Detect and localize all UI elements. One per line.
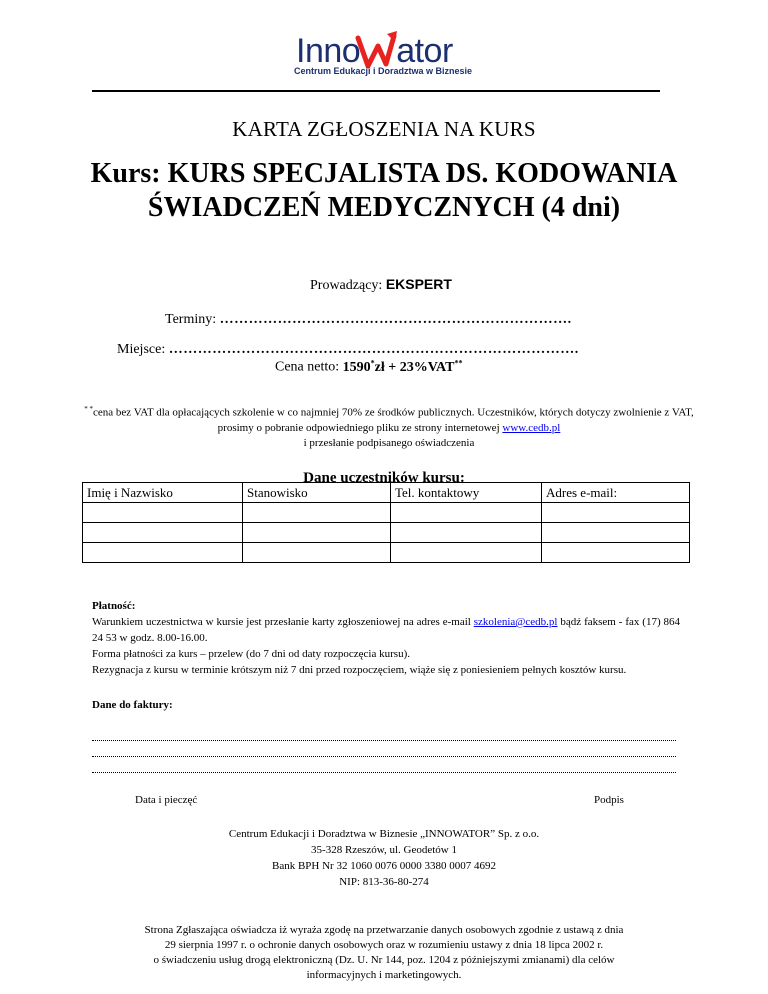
date-stamp-label: Data i pieczęć	[135, 794, 198, 806]
price-value: 1590*zł + 23%VAT**	[342, 358, 463, 375]
payment-form: Forma płatności za kurs – przelew (do 7 dni od daty rozpoczęcia kursu).	[92, 648, 410, 660]
participants-title: Dane uczestników kursu:	[303, 470, 465, 486]
logo-wordmark: Inno ator	[296, 32, 453, 70]
invoice-line-1[interactable]	[92, 740, 676, 741]
form-title: KARTA ZGŁOSZENIA NA KURS	[232, 117, 536, 141]
cedb-website-link[interactable]: www.cedb.pl	[502, 421, 561, 434]
course-title	[0, 157, 768, 225]
terms-row	[165, 312, 572, 328]
consent-line: 29 sierpnia 1997 r. o ochronie danych osobowych oraz w rozumieniu ustawy z dnia 18 lipca 2002 r.	[164, 939, 604, 951]
terms-field[interactable]: ……………………………………………………………….	[219, 312, 572, 327]
place-label: Miejsce:	[117, 342, 166, 357]
course-title-line1: Kurs: KURS SPECJALISTA DS. KODOWANIA	[90, 158, 678, 189]
company-info	[0, 826, 768, 890]
instructor-value: EKSPERT	[385, 276, 452, 292]
company-address: 35-328 Rzeszów, ul. Geodetów 1	[311, 844, 457, 856]
table-row	[83, 503, 690, 523]
header-phone: Tel. kontaktowy	[391, 483, 542, 503]
table-cell[interactable]	[391, 503, 542, 523]
table-header-row	[83, 483, 690, 503]
table-cell[interactable]	[83, 543, 243, 563]
table-cell[interactable]	[391, 543, 542, 563]
signature-label: Podpis	[594, 794, 624, 806]
table-cell[interactable]	[83, 523, 243, 543]
table-cell[interactable]	[243, 523, 391, 543]
note-text: cena bez VAT dla opłacających szkolenie w co najmniej 70% ze środków publicznych. Uczestników, których dotyczy zwolnienie z VAT, prosimy o pobranie odpowiedniego pliku ze strony internetowej	[93, 406, 694, 434]
payment-text2: bądź faksem - fax (17) 864 24 53 w godz. 8.00-16.00.	[92, 616, 681, 644]
table-cell[interactable]	[542, 503, 690, 523]
header-name: Imię i Nazwisko	[83, 483, 243, 503]
table-cell[interactable]	[83, 503, 243, 523]
table-cell[interactable]	[243, 543, 391, 563]
table-row	[83, 543, 690, 563]
consent-line: informacyjnych i marketingowych.	[306, 969, 462, 981]
payment-section	[92, 598, 680, 678]
company-nip: NIP: 813-36-80-274	[339, 876, 429, 888]
note-marks: * *	[84, 405, 93, 413]
vat-note	[84, 402, 694, 451]
invoice-line-3[interactable]	[92, 772, 676, 773]
innowator-logo	[292, 28, 492, 88]
terms-label: Terminy:	[165, 312, 217, 327]
instructor-label: Prowadzący:	[310, 278, 383, 293]
course-title-line2: ŚWIADCZEŃ MEDYCZNYCH (4 dni)	[147, 192, 621, 223]
company-bank: Bank BPH Nr 32 1060 0076 0000 3380 0007 4692	[272, 860, 496, 872]
invoice-title: Dane do faktury:	[92, 699, 173, 711]
table-cell[interactable]	[243, 503, 391, 523]
logo-arrow-icon	[354, 30, 398, 70]
instructor-row	[310, 276, 452, 294]
payment-resign: Rezygnacja z kursu w terminie krótszym niż 7 dni przed rozpoczęciem, wiąże się z poniesieniem pełnych kosztów kursu.	[92, 664, 627, 676]
payment-text1: Warunkiem uczestnictwa w kursie jest przesłanie karty zgłoszeniowej na adres e-mail	[92, 616, 471, 628]
price-label: Cena netto:	[275, 359, 340, 375]
header-position: Stanowisko	[243, 483, 391, 503]
logo-subtitle: Centrum Edukacji i Doradztwa w Biznesie	[294, 66, 473, 76]
consent-line: Strona Zgłaszająca oświadcza iż wyraża zgodę na przetwarzanie danych osobowych zgodnie z ustawą z dnia	[144, 924, 624, 936]
price-row	[275, 358, 462, 376]
place-row	[117, 342, 579, 358]
consent-statement	[0, 923, 768, 983]
header-email: Adres e-mail:	[542, 483, 690, 503]
note-text2: i przesłanie podpisanego oświadczenia	[303, 436, 475, 449]
payment-title: Płatność:	[92, 600, 136, 612]
table-cell[interactable]	[542, 523, 690, 543]
header-divider	[92, 90, 660, 92]
table-cell[interactable]	[542, 543, 690, 563]
table-row	[83, 523, 690, 543]
table-cell[interactable]	[391, 523, 542, 543]
company-name: Centrum Edukacji i Doradztwa w Biznesie „INNOWATOR” Sp. z o.o.	[228, 828, 540, 840]
invoice-line-2[interactable]	[92, 756, 676, 757]
place-field[interactable]: ………………………………………………………………………….	[168, 342, 579, 357]
payment-email-link[interactable]: szkolenia@cedb.pl	[473, 616, 558, 628]
participants-table	[82, 482, 690, 563]
consent-line: o świadczeniu usług drogą elektroniczną (Dz. U. Nr 144, poz. 1204 z późniejszymi zmianami) dla celów	[153, 954, 615, 966]
